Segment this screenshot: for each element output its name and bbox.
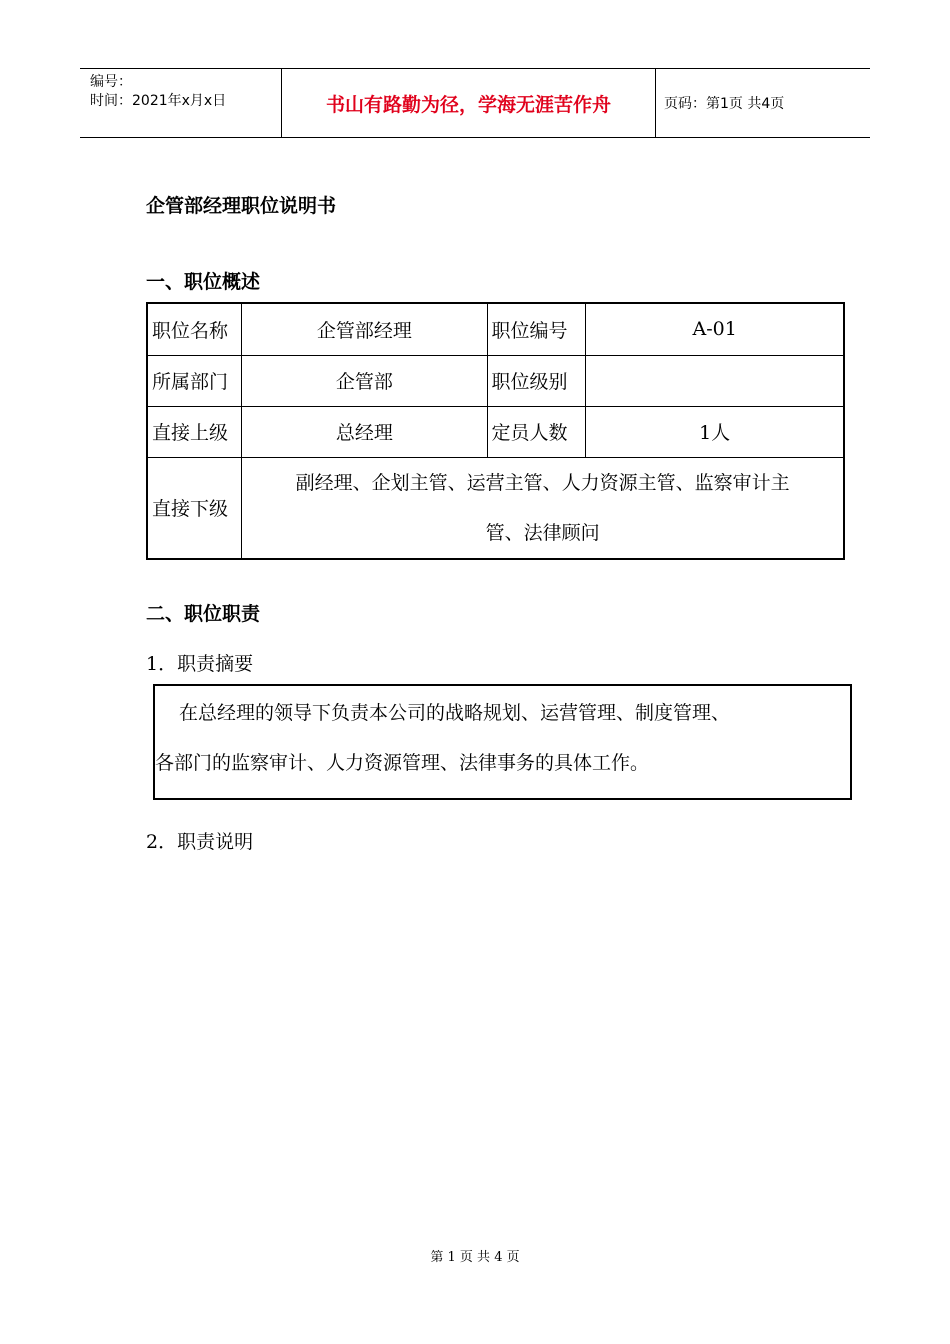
- summary-line: 在总经理的领导下负责本公司的战略规划、运营管理、制度管理、: [179, 702, 731, 724]
- table-row: [147, 355, 844, 406]
- duty-summary-label: 1．职责摘要: [146, 653, 254, 675]
- table-row: [147, 303, 844, 355]
- cell-value: 企管部经理: [242, 303, 487, 355]
- document-title: 企管部经理职位说明书: [146, 195, 337, 217]
- header-meta: [80, 69, 280, 137]
- cell-label: 职位名称: [147, 303, 242, 355]
- subordinates-cell: [242, 457, 844, 559]
- cell-label: 直接下级: [147, 457, 242, 559]
- cell-value: 总经理: [242, 406, 487, 457]
- table-row: [147, 406, 844, 457]
- number-label: 编号：: [90, 74, 132, 90]
- cell-label: 直接上级: [147, 406, 242, 457]
- time-label: 时间：2021年x月x日: [90, 93, 227, 109]
- page-footer: 第 1 页 共 4 页: [430, 1250, 520, 1265]
- section-heading-duties: 二、职位职责: [146, 603, 261, 625]
- overview-table: [146, 302, 845, 560]
- duty-summary-box: [153, 684, 852, 800]
- cell-value: A-01: [586, 303, 844, 355]
- cell-value: 1人: [586, 406, 844, 457]
- cell-label: 定员人数: [487, 406, 586, 457]
- cell-label: 职位级别: [487, 355, 586, 406]
- summary-line: 各部门的监察审计、人力资源管理、法律事务的具体工作。: [155, 752, 650, 774]
- subordinates-line: 管、法律顾问: [485, 521, 600, 544]
- cell-label: 所属部门: [147, 355, 242, 406]
- section-heading-overview: 一、职位概述: [146, 271, 261, 293]
- cell-value: [586, 355, 844, 406]
- subordinates-line: 副经理、企划主管、运营主管、人力资源主管、监察审计主: [295, 471, 790, 494]
- header-page-info: 页码：第1页 共4页: [664, 96, 785, 112]
- table-row: [147, 457, 844, 559]
- page-header: [80, 68, 870, 138]
- duty-description-label: 2．职责说明: [146, 831, 254, 853]
- header-motto: 书山有路勤为径，学海无涯苦作舟: [281, 69, 656, 137]
- cell-label: 职位编号: [487, 303, 586, 355]
- cell-value: 企管部: [242, 355, 487, 406]
